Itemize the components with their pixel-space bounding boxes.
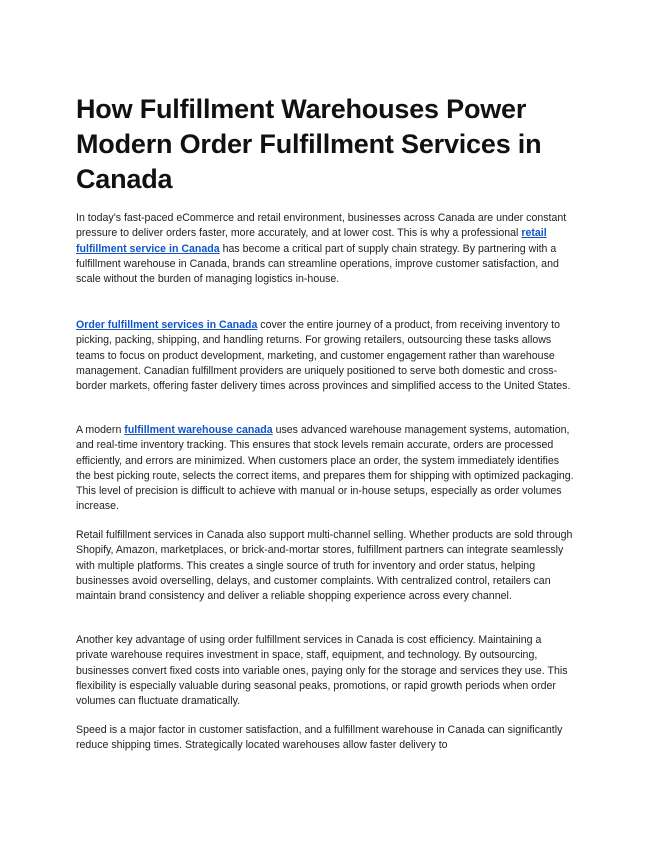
paragraph-text: Retail fulfillment services in Canada also support multi-channel selling. Whether products are sold through Shopify, Amazon, marketplaces, or brick-and-mortar stores, fulfillment partners can integrate seamlessly with multiple platforms. This creates a single source of truth for inventory and order status, helping businesses avoid overselling, delays, and customer complaints. With centralized control, retailers can maintain brand consistency and deliver a reliable shopping experience across every channel.	[76, 529, 573, 603]
paragraph-text: In today's fast-paced eCommerce and retail environment, businesses across Canada are under constant pressure to deliver orders faster, more accurately, and at lower cost. This is why a professional	[76, 212, 567, 240]
paragraph-text: Another key advantage of using order fulfillment services in Canada is cost efficiency. Maintaining a private warehouse requires investment in space, staff, equipment, and technology. By outsourcing, businesses convert fixed costs into variable ones, paying only for the storage and services they use. This flexibility is especially valuable during seasonal peaks, promotions, or rapid growth periods when order volumes can fluctuate dramatically.	[76, 634, 568, 708]
paragraph-text: Speed is a major factor in customer satisfaction, and a fulfillment warehouse in Canada can significantly reduce shipping times. Strategically located warehouses allow faster delivery to	[76, 724, 563, 752]
order-fulfillment-link[interactable]: Order fulfillment services in Canada	[76, 319, 258, 331]
paragraph-modern-warehouse	[76, 423, 576, 515]
paragraph-text: has become a critical part of supply chain strategy. By partnering with a fulfillment warehouse in Canada, brands can streamline operations, improve customer satisfaction, and scale without the burden of managing logistics in-house.	[76, 242, 559, 286]
paragraph-intro	[76, 211, 576, 287]
retail-fulfillment-link[interactable]: retail fulfillment service in Canada	[76, 227, 547, 255]
paragraph-speed	[76, 723, 576, 754]
fulfillment-warehouse-link[interactable]: fulfillment warehouse canada	[124, 424, 273, 436]
paragraph-order-services	[76, 318, 576, 394]
paragraph-text: A modern	[76, 424, 125, 436]
page-title: How Fulfillment Warehouses Power Modern Order Fulfillment Services in Canada	[76, 94, 542, 194]
paragraph-multichannel	[76, 528, 576, 604]
paragraph-text: uses advanced warehouse management systems, automation, and real-time inventory tracking. This ensures that stock levels remain accurate, orders are processed efficiently, and errors are minimized. When customers place an order, the system immediately identifies the best picking route, selects the correct items, and prepares them for shipping with optimized packaging. This level of precision is difficult to achieve with manual or in-house setups, especially as order volumes increase.	[76, 424, 574, 513]
paragraph-text: cover the entire journey of a product, from receiving inventory to picking, packing, shipping, and handling returns. For growing retailers, outsourcing these tasks allows teams to focus on product development, marketing, and customer engagement rather than warehouse management. Canadian fulfillment providers are uniquely positioned to serve both domestic and cross-border markets, offering faster delivery times across provinces and simplified access to the United States.	[76, 319, 571, 393]
paragraph-cost-efficiency	[76, 633, 576, 709]
